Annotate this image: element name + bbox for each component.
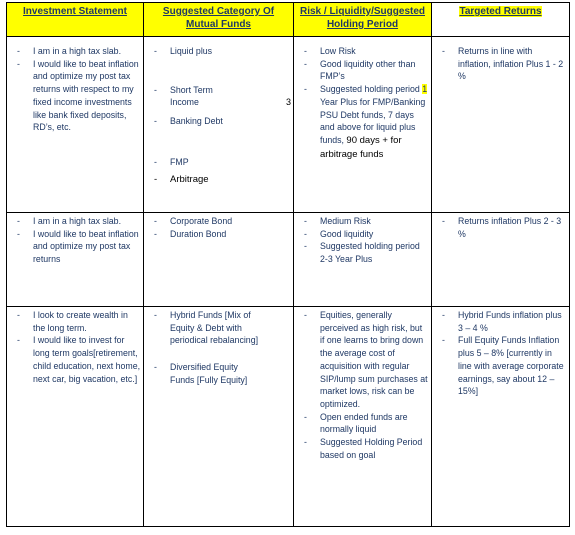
list-item: - Hybrid Funds inflation plus 3 – 4 % [436,309,567,334]
list-item: - Returns inflation Plus 2 - 3 % [436,215,567,240]
list-item: - I am in a high tax slab. [11,215,141,228]
table-row [7,37,570,213]
returns-cell [432,37,570,213]
list-item: - I would like to invest for long term goals[retirement, child education, next home, next car, big vacation, etc.] [11,334,141,385]
highlighted-number: 1 [422,84,428,95]
list-item: - Diversified Equity Funds [Fully Equity] [148,361,291,386]
category-cell [144,37,294,213]
list-item: - I look to create wealth in the long term. [11,309,141,334]
returns-cell [432,213,570,307]
statement-cell [7,307,144,527]
header-risk-liquidity: Risk / Liquidity/Suggested Holding Period [294,3,432,37]
mutual-fund-table [6,2,570,527]
category-cell [144,213,294,307]
list-item: - Suggested holding period 2-3 Year Plus [298,240,429,265]
header-suggested-category: Suggested Category Of Mutual Funds [144,3,294,37]
list-item: - Suggested Holding Period based on goal [298,436,429,461]
list-item: - I am in a high tax slab. [11,45,141,58]
arbitrage-period-text: 90 days + for arbitrage funds [320,134,402,160]
list-item: - Open ended funds are normally liquid [298,411,429,436]
list-item: - Medium Risk [298,215,429,228]
header-row [7,3,570,37]
list-item: - Hybrid Funds [Mix of Equity & Debt with periodical rebalancing] [148,309,291,347]
list-item [286,83,429,161]
list-item: - I would like to beat inflation and optimize my post tax returns [11,228,141,266]
header-targeted-returns: Targeted Returns [432,3,570,37]
mark-text: - 3 [286,97,292,108]
list-item: - Returns in line with inflation, inflation Plus 1 - 2 % [436,45,567,83]
list-item: - Duration Bond [148,228,291,241]
returns-cell [432,307,570,527]
list-item: - Full Equity Funds Inflation plus 5 – 8% [currently in line with average corporate earnings, say about 12 – 15%] [436,334,567,398]
list-item: - Good liquidity [298,228,429,241]
holding-period-text: Suggested holding period [320,84,420,95]
list-item: - Arbitrage [148,174,291,187]
list-item: - I would like to beat inflation and optimize my post tax returns with respect to my fixed income investments like bank fixed deposits, RD’s, etc. [11,58,141,134]
statement-cell [7,37,144,213]
list-item: - Short Term Income [148,84,291,109]
list-item: - Liquid plus [148,45,291,58]
list-item: - Corporate Bond [148,215,291,228]
table-row [7,307,570,527]
list-item: - FMP [148,156,291,169]
statement-cell [7,213,144,307]
risk-cell [294,307,432,527]
risk-cell [286,37,432,213]
list-item: - Low Risk [298,45,429,58]
list-item: - Good liquidity other than FMP’s [298,58,429,83]
risk-cell [294,213,432,307]
list-item: - Equities, generally perceived as high risk, but if one learns to bring down the average cost of acquisition with regular SIP/lump sum purchases at market lows, risk can be optimized. [298,309,429,411]
header-investment-statement: Investment Statement [7,3,144,37]
table-row [7,213,570,307]
category-cell [144,307,294,527]
holding-period-text: Year Plus for FMP/Banking PSU Debt funds, 7 days and above for liquid plus funds, [320,96,426,145]
list-item: - Banking Debt [148,115,291,128]
